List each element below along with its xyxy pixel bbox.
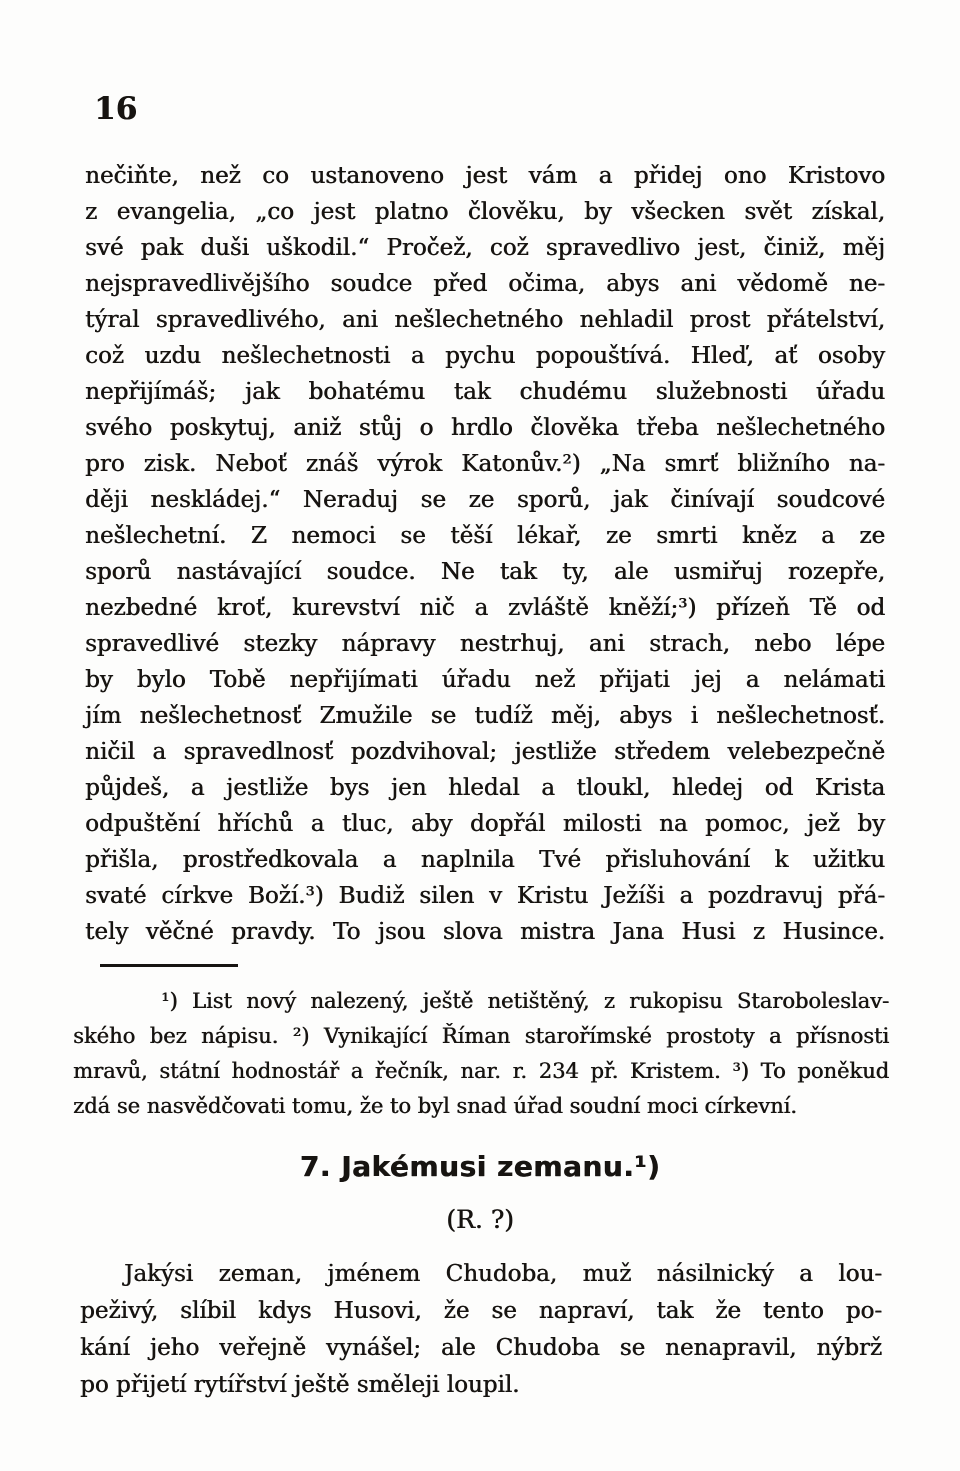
text-line: sporů nastávající soudce. Ne tak ty, ale usmiřuj rozepře, xyxy=(85,559,885,585)
text-line: spravedlivé stezky nápravy nestrhuj, ani strach, nebo lépe xyxy=(85,631,885,657)
text-line: ¹) List nový nalezený, ještě netištěný, z rukopisu Staroboleslav- xyxy=(161,989,889,1013)
text-line: nejspravedlivějšího soudce před očima, abys ani vědomě ne- xyxy=(85,271,885,297)
section-heading: 7. Jakémusi zemanu.¹) xyxy=(299,1150,661,1183)
text-line: ději neskládej.“ Neraduj se ze sporů, jak činívají soudcové xyxy=(85,487,885,513)
text-line: nešlechetní. Z nemoci se těší lékař, ze smrti kněz a ze xyxy=(85,523,885,549)
text-line: zdá se nasvědčovati tomu, že to byl snad úřad soudní moci církevní. xyxy=(73,1094,797,1118)
text-line: peživý, slíbil kdys Husovi, že se napraví, tak že tento po- xyxy=(80,1298,882,1324)
text-line: ničil a spravedlnosť pozdvihoval; jestliže středem velebezpečně xyxy=(85,739,885,765)
text-line: týral spravedlivého, ani nešlechetného nehladil prost přátelství, xyxy=(85,307,885,333)
text-line: nepřijímáš; jak bohatému tak chudému služebnosti úřadu xyxy=(85,379,885,405)
text-line: přišla, prostředkovala a naplnila Tvé přisluhování k užitku xyxy=(85,847,885,873)
footnote-separator-rule xyxy=(100,964,238,967)
footnotes-block xyxy=(73,984,889,1124)
text-line: jím nešlechetnosť Zmužile se tudíž měj, abys i nešlechetnosť. xyxy=(85,703,885,729)
text-line: půjdeš, a jestliže bys jen hledal a tloukl, hledej od Krista xyxy=(85,775,885,801)
text-line: z evangelia, „co jest platno člověku, by všecken svět získal, xyxy=(85,199,885,225)
text-line: mravů, státní hodnostář a řečník, nar. r. 234 př. Kristem. ³) To poněkud xyxy=(73,1059,889,1083)
text-line: nezbedné kroť, kurevství nič a zvláště kněží;³) přízeň Tě od xyxy=(85,595,885,621)
text-line: svaté církve Boží.³) Budiž silen v Kristu Ježíši a pozdravuj přá- xyxy=(85,883,885,909)
page-number: 16 xyxy=(94,91,138,127)
second-paragraph xyxy=(80,1256,882,1404)
text-line: kání jeho veřejně vynášel; ale Chudoba se nenapravil, nýbrž xyxy=(80,1335,882,1361)
text-line: pro zisk. Neboť znáš výrok Katonův.²) „Na smrť bližního na- xyxy=(85,451,885,477)
text-line: tely věčné pravdy. To jsou slova mistra Jana Husi z Husince. xyxy=(85,919,885,945)
text-line: své pak duši uškodil.“ Pročež, což spravedlivo jest, činiž, měj xyxy=(85,235,885,261)
text-line: ského bez nápisu. ²) Vynikající Říman starořímské prostoty a přísnosti xyxy=(73,1024,889,1048)
text-line: by bylo Tobě nepřijímati úřadu než přijati jej a nelámati xyxy=(85,667,885,693)
text-line: odpuštění hříchů a tluc, aby dopřál milosti na pomoc, jež by xyxy=(85,811,885,837)
text-line: svého poskytuj, aniž stůj o hrdlo člověka třeba nešlechetného xyxy=(85,415,885,441)
main-paragraph xyxy=(85,158,885,950)
text-line: nečiňte, než co ustanoveno jest vám a přidej ono Kristovo xyxy=(85,163,885,189)
text-line: Jakýsi zeman, jménem Chudoba, muž násilnický a lou- xyxy=(124,1261,882,1287)
text-line: což uzdu nešlechetnosti a pychu popouštívá. Hleď, ať osoby xyxy=(85,343,885,369)
section-subheading: (R. ?) xyxy=(446,1205,514,1234)
text-line: po přijetí rytířství ještě směleji loupil. xyxy=(80,1372,520,1398)
